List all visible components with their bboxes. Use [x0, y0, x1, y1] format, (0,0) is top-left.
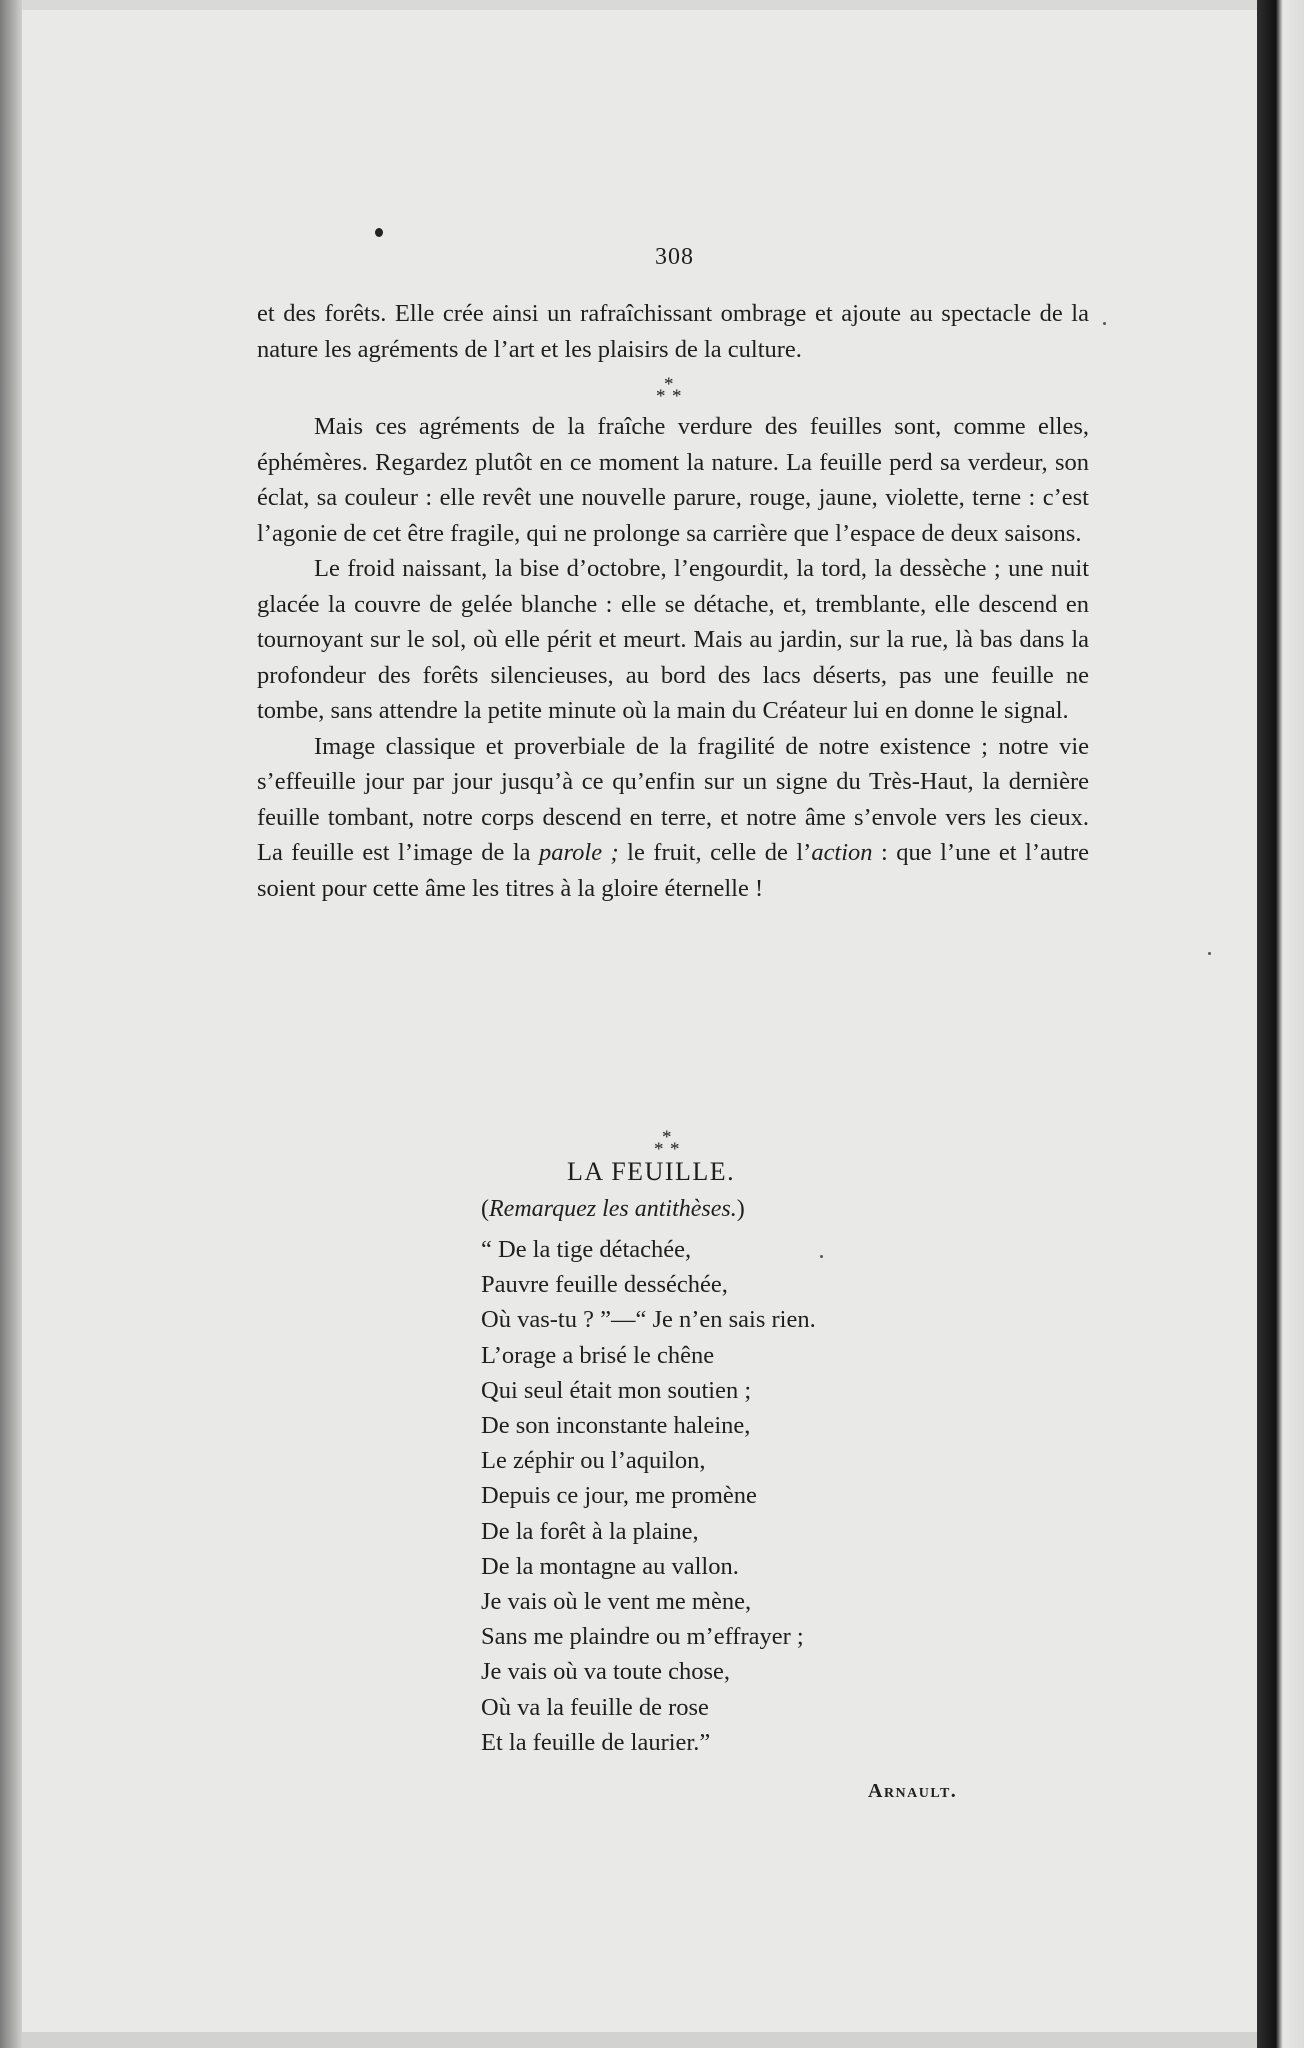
poem-author: Arnault.: [868, 1780, 958, 1802]
poem-line: Je vais où le vent me mène,: [481, 1588, 752, 1616]
binding-gutter-right: [1257, 0, 1304, 2048]
poem-line: Sans me plaindre ou m’effrayer ;: [481, 1623, 804, 1651]
paragraph-continued: et des forêts. Elle crée ainsi un rafraîchissant ombrage et ajoute au spectacle de la nature les agréments de l’art et les plaisirs de la culture.: [257, 300, 1089, 363]
paragraph-cold: Le froid naissant, la bise d’octobre, l’engourdit, la tord, la dessèche ; une nuit glacée la couvre de gelée blanche : elle se détache, et, tremblante, elle descend en tournoyant sur le sol, où elle périt et meurt. Mais au jardin, sur la rue, là bas dans la profondeur des forêts silencieuses, au bord des lacs déserts, pas une feuille ne tombe, sans attendre la petite minute où la main du Créateur lui en donne le signal.: [257, 555, 1089, 724]
poem-line: Où vas-tu ? ”—“ Je n’en sais rien.: [481, 1306, 816, 1334]
section-separator-1: [257, 367, 1089, 409]
ink-speck: [1208, 952, 1211, 955]
poem-line: De la montagne au vallon.: [481, 1552, 739, 1580]
paragraph-text: : que l’une et l’autre soient pour cette âme les titres à la gloire éternelle !: [257, 839, 1089, 902]
poem-line: Je vais où va toute chose,: [481, 1658, 731, 1686]
ink-dot-mark: [375, 228, 383, 237]
asterism-star: *: [672, 386, 682, 407]
asterism-star: *: [656, 386, 666, 407]
asterism-star: *: [662, 1127, 672, 1148]
asterism-star: *: [664, 374, 674, 395]
asterism-star: *: [654, 1139, 664, 1160]
binding-shadow-left: [0, 0, 22, 2048]
poem-line: Et la feuille de laurier.”: [481, 1728, 711, 1756]
poem-verses: [481, 1232, 816, 1760]
paragraph-text: le fruit, celle de l’: [618, 839, 812, 866]
poem-line: L’orage a brisé le chêne: [481, 1341, 715, 1369]
poem-line: Où va la feuille de rose: [481, 1693, 709, 1721]
poem-line: De la forêt à la plaine,: [481, 1517, 699, 1545]
poem-subtitle-text: Remarquez les antithèses.: [489, 1196, 737, 1222]
ink-speck: [820, 1255, 823, 1258]
paragraph-ephemeral: Mais ces agréments de la fraîche verdure des feuilles sont, comme elles, éphémères. Regardez plutôt en ce moment la nature. La feuille perd sa verdeur, son éclat, sa couleur : elle revêt une nouvelle parure, rouge, jaune, violette, terne : c’est l’agonie de cet être fragile, qui ne prolonge sa carrière que l’espace de deux saisons.: [257, 413, 1089, 547]
poem-line: De son inconstante haleine,: [481, 1412, 751, 1440]
page-bottom-edge: [22, 2032, 1257, 2048]
asterism-star: *: [670, 1139, 680, 1160]
poem-line: Le zéphir ou l’aquilon,: [481, 1447, 706, 1475]
poem-line: “ De la tige détachée,: [481, 1236, 692, 1263]
poem-title: LA FEUILLE.: [567, 1157, 736, 1186]
emphasis-action: action: [811, 839, 873, 866]
paragraph-text: Image classique et proverbiale de la fragilité de notre existence ; notre vie s’effeuille jour par jour jusqu’à ce qu’enfin sur un signe du Très-Haut, la dernière feuille tombant, notre corps descend en terre, et notre âme s’envole vers les cieux. La feuille est l’image de la: [257, 732, 1089, 866]
paren-open: (: [481, 1196, 489, 1222]
emphasis-parole: parole ;: [539, 839, 619, 866]
paragraph-image: [257, 729, 1089, 907]
prose-body: [257, 296, 1089, 906]
page-number: 308: [655, 244, 694, 270]
paren-close: ): [736, 1196, 745, 1222]
poem-subtitle: [481, 1196, 745, 1223]
ink-speck: [1103, 322, 1106, 325]
poem-line: Pauvre feuille desséchée,: [481, 1271, 728, 1299]
poem-line: Qui seul était mon soutien ;: [481, 1376, 752, 1404]
poem-line: Depuis ce jour, me promène: [481, 1482, 757, 1510]
